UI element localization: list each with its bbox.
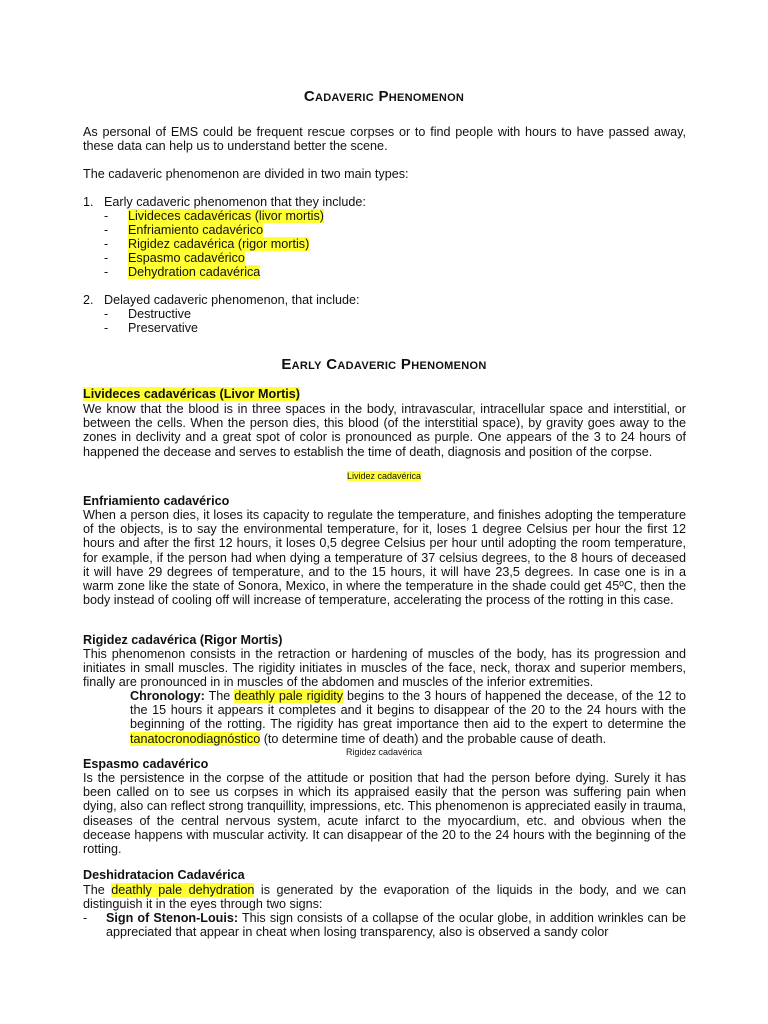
enfriamiento-body: When a person dies, it loses its capacity to regulate the temperature, and finishes adopting the temperature of the objects, is to say the environmental temperature, for it, loses 1 degree Celsius per hour the first 12 hours and after the first 12 hours, it loses 0,5 degree Celsius per hour until adopting the room temperature, for example, if the person had when dying a temperature of 37 celsius degrees, to the 8 hours of deceased it will have 29 degrees of temperature, and to the 15 hours, it will have 23,5 degrees. In case one is in a warm zone like the state of Sonora, Mexico, in where the temperature in the shade could get 45ºC, then the body instead of cooling off will increase of temperature, accelerating the process of the rotting in this case. [83,508,686,608]
list1-number: 1. [83,195,94,209]
chronology-highlight-tanato: tanatocronodiagnóstico [130,731,261,746]
list1-item-espasmo: Espasmo cadavérico [128,251,245,265]
list2-item-preservative: Preservative [128,321,198,335]
chronology-highlight-rigidity: deathly pale rigidity [234,689,344,703]
espasmo-body: Is the persistence in the corpse of the attitude or position that had the person before dying. Surely it has been called on to see us corpses in which its appraised easily that the person was suffering pain when dying, also can reflect strong tranquillity, impressions, etc. This phenomenon is appreciated easily in trauma, diseases of the central nervous system, acute infarct to the myocardium, etc. and obvious when the decease happens with muscular activity. It can disappear of the 20 to the 24 hours with the beginning of the rotting. [83,771,686,857]
types-intro: The cadaveric phenomenon are divided in two main types: [83,167,409,181]
chronology-text-mid: begins to the 3 hours of happened the decease, of the 12 to the 15 hours it appears it completes and it begins to disappear of the 20 to the 24 hours with the beginning of the rotting. The rigidity has great importance then aid to the expert to determine the [130,689,687,732]
list1-item-rigidez: Rigidez cadavérica (rigor mortis) [128,237,310,251]
list2-heading: Delayed cadaveric phenomenon, that include: [104,293,360,307]
espasmo-heading: Espasmo cadavérico [83,757,209,771]
document-title: Cadaveric Phenomenon [303,88,465,105]
list1-item-livideces: Livideces cadavéricas (livor mortis) [128,209,324,223]
sign-label: Sign of Stenon-Louis: [106,911,239,925]
rigidez-caption: Rigidez cadavérica [345,747,423,757]
sign-body: This sign consists of a collapse of the ocular globe, in addition wrinkles can be appreciated that appear in cheat when losing transparency, also is observed a sandy color [106,911,686,940]
list2-dash: - [104,321,109,335]
intro-paragraph: As personal of EMS could be frequent rescue corpses or to find people with hours to have passed away, these data can help us to understand better the scene. [83,125,686,154]
chronology-label: Chronology: [130,689,205,703]
rigidez-body: This phenomenon consists in the retraction or hardening of muscles of the body, has its progression and initiates in small muscles. The rigidity initiates in muscles of the face, neck, thorax and superior members, finally are pronounced in in muscles of the abdomen and muscles of the inferior extremities. [83,647,686,690]
deshidratacion-highlight: deathly pale dehydration [111,883,255,897]
rigidez-heading: Rigidez cadavérica (Rigor Mortis) [83,633,283,647]
list2-dash: - [104,307,109,321]
list1-item-enfriamiento: Enfriamiento cadavérico [128,223,264,237]
chronology-text-pre: The [208,689,231,703]
list2-number: 2. [83,293,94,307]
livideces-heading: Livideces cadavéricas (Livor Mortis) [83,387,300,401]
sign-stenon-louis [106,911,686,939]
deshidratacion-text-post: is generated by the evaporation of the liquids in the body, and we can distinguish it in the eyes through two signs: [83,883,687,912]
list1-dash: - [104,223,109,237]
livideces-caption: Lividez cadavérica [346,471,422,481]
list1-dash: - [104,209,109,223]
list1-dash: - [104,237,109,251]
list1-item-dehydration: Dehydration cadavérica [128,265,261,279]
enfriamiento-heading: Enfriamiento cadavérico [83,494,230,508]
chronology-paragraph [130,689,686,746]
deshidratacion-text-pre: The [83,883,105,897]
chronology-text-post: (to determine time of death) and the probable cause of death. [263,731,607,746]
sign-dash: - [83,911,88,925]
list1-heading: Early cadaveric phenomenon that they include: [104,195,366,209]
list2-item-destructive: Destructive [128,307,191,321]
deshidratacion-heading: Deshidratacion Cadavérica [83,868,245,882]
deshidratacion-body [83,883,686,911]
list1-dash: - [104,251,109,265]
livideces-body: We know that the blood is in three spaces in the body, intravascular, intracellular space and interstitial, or between the cells. When the person dies, this blood (of the interstitial space), by gravity goes away to the zones in declivity and a great spot of color is pronounced as purple. One appears of the 3 to 24 hours of happened the decease and serves to establish the time of death, diagnosis and position of the corpse. [83,402,686,459]
section-title: Early Cadaveric Phenomenon [281,356,487,373]
list1-dash: - [104,265,109,279]
